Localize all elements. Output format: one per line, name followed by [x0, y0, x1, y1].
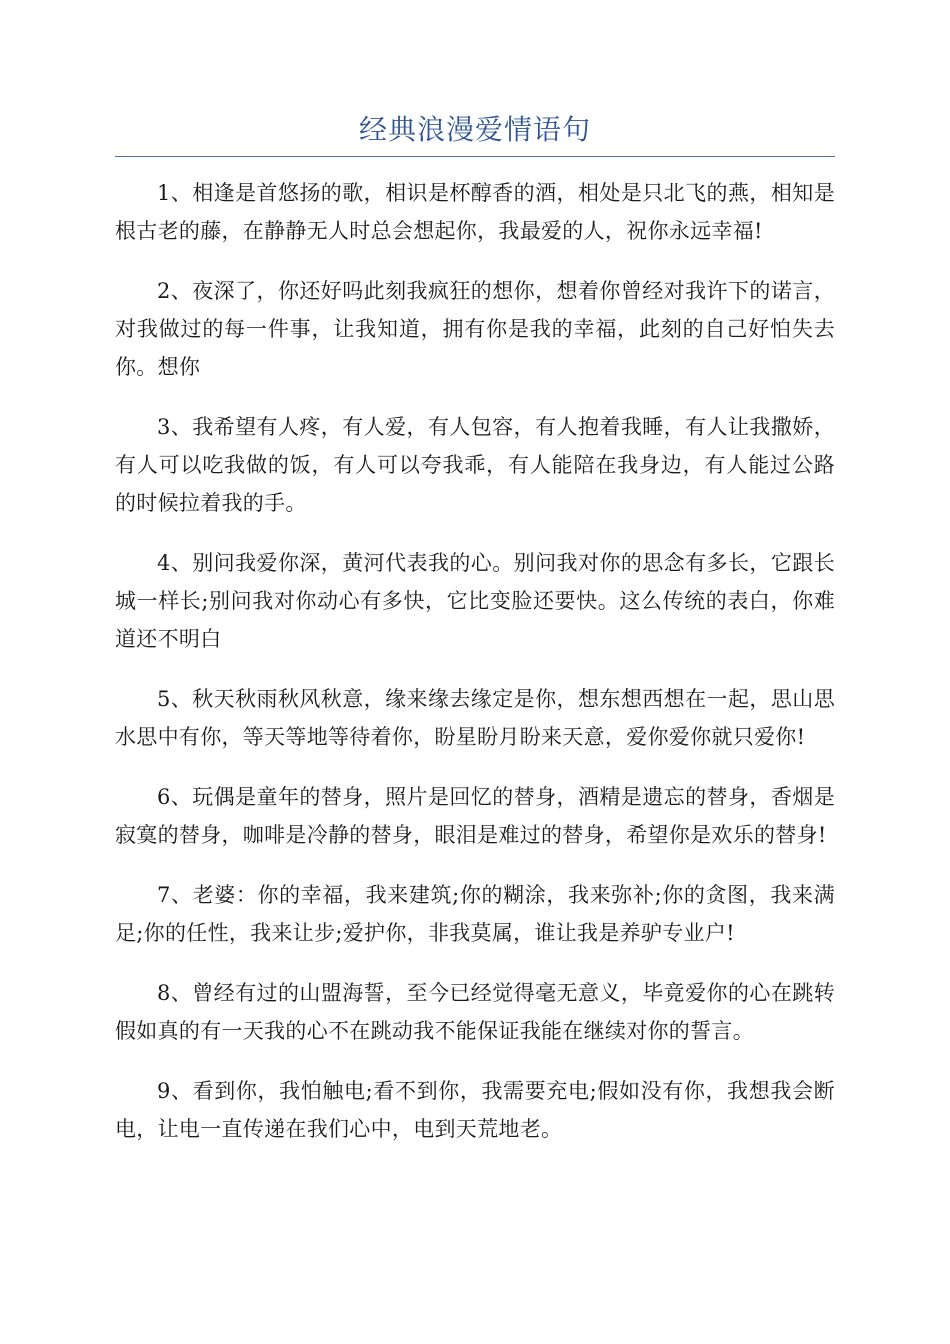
paragraph-2: 2、夜深了，你还好吗此刻我疯狂的想你，想着你曾经对我许下的诺言，对我做过的每一件事，让我知道，拥有你是我的幸福，此刻的自己好怕失去你。想你 [115, 279, 835, 379]
paragraph-5: 5、秋天秋雨秋风秋意，缘来缘去缘定是你，想东想西想在一起，思山思水思中有你，等天等地等待着你，盼星盼月盼来天意，爱你爱你就只爱你! [115, 687, 835, 749]
paragraph-4: 4、别问我爱你深，黄河代表我的心。别问我对你的思念有多长，它跟长城一样长;别问我对你动心有多快，它比变脸还要快。这么传统的表白，你难道还不明白 [115, 551, 835, 651]
paragraph-6: 6、玩偶是童年的替身，照片是回忆的替身，酒精是遗忘的替身，香烟是寂寞的替身，咖啡是冷静的替身，眼泪是难过的替身，希望你是欢乐的替身! [115, 785, 835, 847]
document-body [115, 174, 835, 1170]
paragraph-3: 3、我希望有人疼，有人爱，有人包容，有人抱着我睡，有人让我撒娇，有人可以吃我做的饭，有人可以夸我乖，有人能陪在我身边，有人能过公路的时候拉着我的手。 [115, 415, 835, 515]
title-block [115, 108, 835, 157]
paragraph-9: 9、看到你，我怕触电;看不到你，我需要充电;假如没有你，我想我会断电，让电一直传递在我们心中，电到天荒地老。 [115, 1079, 835, 1141]
paragraph-7: 7、老婆：你的幸福，我来建筑;你的糊涂，我来弥补;你的贪图，我来满足;你的任性，我来让步;爱护你，非我莫属，谁让我是养驴专业户! [115, 883, 835, 945]
paragraph-8: 8、曾经有过的山盟海誓，至今已经觉得毫无意义，毕竟爱你的心在跳转假如真的有一天我的心不在跳动我不能保证我能在继续对你的誓言。 [115, 981, 835, 1043]
paragraph-1: 1、相逢是首悠扬的歌，相识是杯醇香的酒，相处是只北飞的燕，相知是根古老的藤，在静静无人时总会想起你，我最爱的人，祝你永远幸福! [115, 181, 835, 243]
page-title: 经典浪漫爱情语句 [358, 113, 591, 146]
